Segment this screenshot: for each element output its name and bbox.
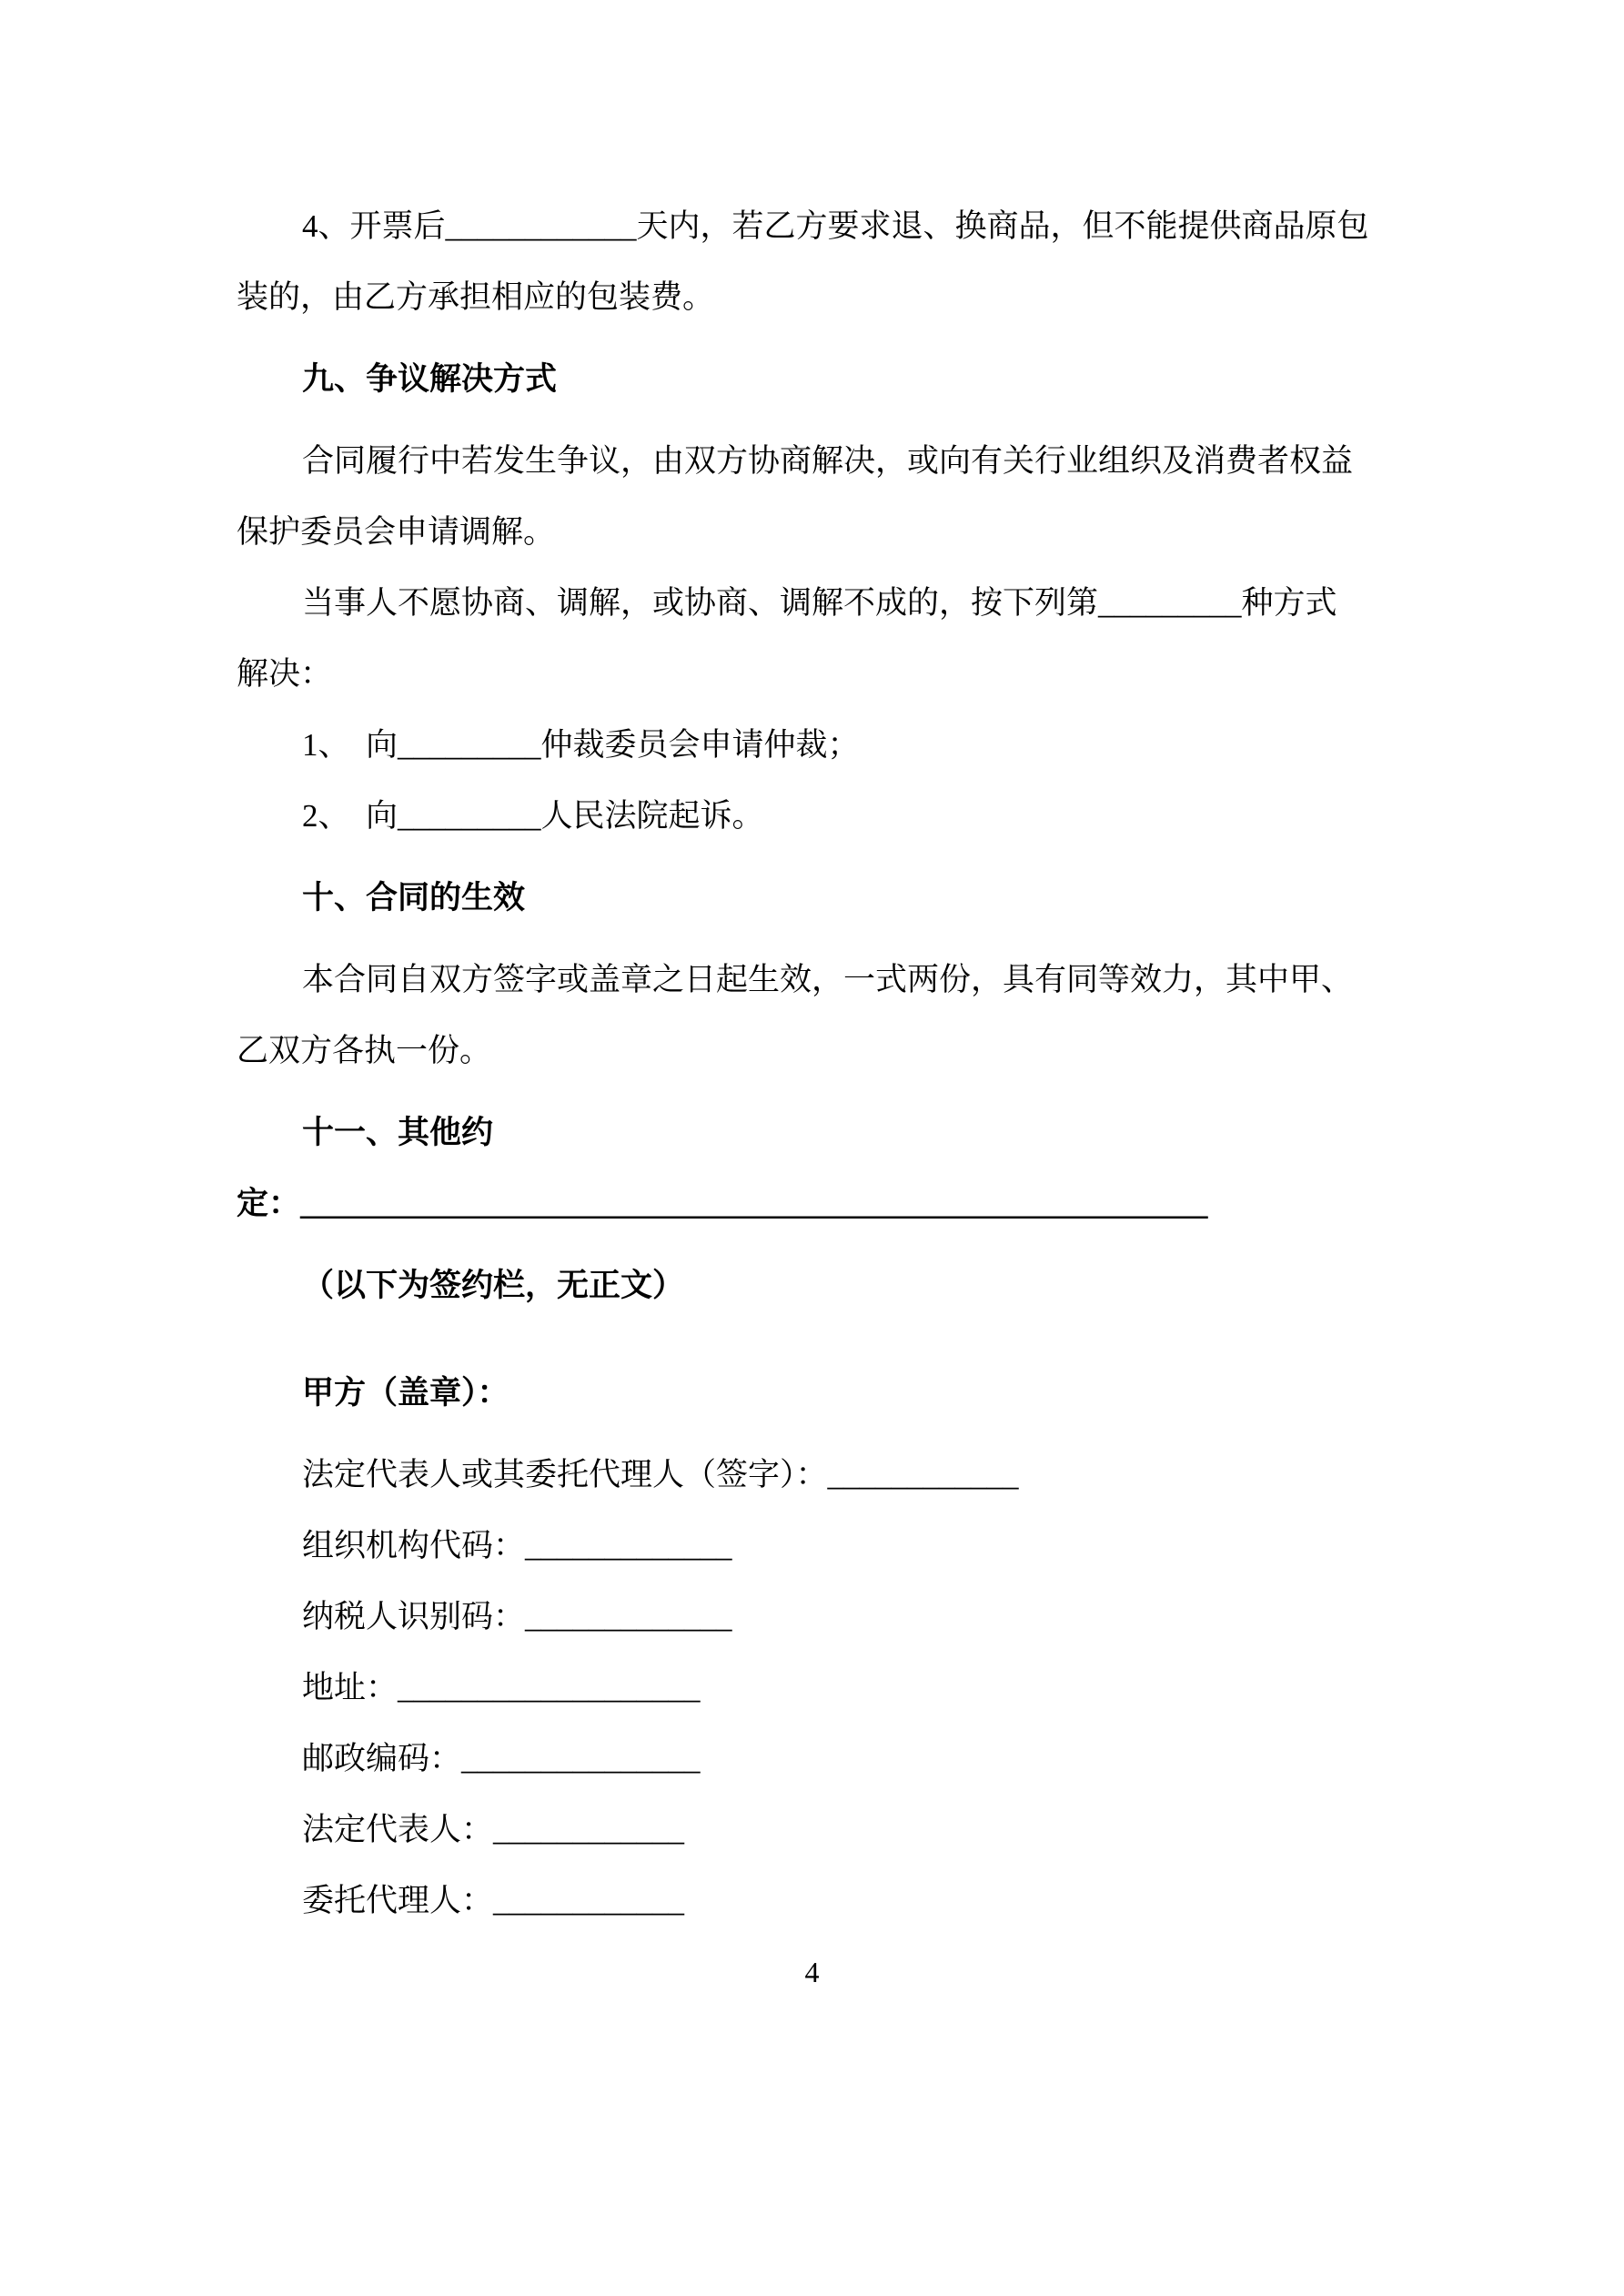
section-10-paragraph-1-line-1: 本合同自双方签字或盖章之日起生效，一式两份，具有同等效力，其中甲、 bbox=[302, 962, 1354, 997]
signing-note bbox=[237, 1250, 1387, 1321]
party-a-heading-text: 甲方（盖章）： bbox=[302, 1375, 509, 1411]
field-postal-code: 邮政编码：_______________ bbox=[302, 1741, 701, 1776]
section-10-title: 十、合同的生效 bbox=[302, 880, 526, 915]
section-9-paragraph-1 bbox=[237, 426, 1387, 568]
section-11-title-line-1: 十一、其他约 bbox=[302, 1115, 494, 1150]
section-10-paragraph-1-line-2: 乙双方各执一份。 bbox=[237, 1033, 492, 1068]
field-taxpayer-id: 纳税人识别码：_____________ bbox=[302, 1599, 732, 1634]
section-11-title-line-2-blank: 定：_________________________________________________________ bbox=[237, 1186, 1208, 1221]
section-10-heading bbox=[237, 863, 1387, 934]
section-9-paragraph-1-line-2: 保护委员会申请调解。 bbox=[237, 514, 556, 550]
clause-4-paragraph bbox=[237, 191, 1387, 333]
field-representative-signature: 法定代表人或其委托代理人（签字）：____________ bbox=[302, 1457, 1019, 1492]
field-organization-code: 组织机构代码：_____________ bbox=[302, 1528, 732, 1563]
section-10-paragraph-1 bbox=[237, 945, 1387, 1087]
section-9-list-item-court: 2、 向_________人民法院起诉。 bbox=[302, 798, 764, 834]
section-9-title: 九、争议解决方式 bbox=[302, 361, 558, 397]
section-9-heading bbox=[237, 344, 1387, 415]
section-9-list-item-arbitration: 1、 向_________仲裁委员会申请仲裁； bbox=[302, 727, 860, 763]
field-legal-representative: 法定代表人：____________ bbox=[302, 1812, 685, 1847]
section-9-paragraph-2 bbox=[237, 568, 1387, 710]
section-11-heading bbox=[237, 1097, 1387, 1239]
section-9-paragraph-1-line-1: 合同履行中若发生争议，由双方协商解决，或向有关行业组织及消费者权益 bbox=[302, 443, 1354, 479]
field-address: 地址：___________________ bbox=[302, 1670, 701, 1705]
section-9-paragraph-2-line-2: 解决： bbox=[237, 656, 333, 692]
clause-4-line-1: 4、开票后____________天内，若乙方要求退、换商品，但不能提供商品原包 bbox=[302, 208, 1369, 244]
page-number: 4 bbox=[804, 1956, 820, 1988]
signing-note-text: （以下为签约栏，无正文） bbox=[302, 1268, 685, 1303]
clause-4-line-2: 装的，由乙方承担相应的包装费。 bbox=[237, 279, 715, 315]
field-entrusted-agent: 委托代理人：____________ bbox=[302, 1883, 685, 1918]
party-a-heading bbox=[237, 1358, 1387, 1429]
section-9-paragraph-2-line-1: 当事人不愿协商、调解，或协商、调解不成的，按下列第_________种方式 bbox=[302, 585, 1337, 621]
